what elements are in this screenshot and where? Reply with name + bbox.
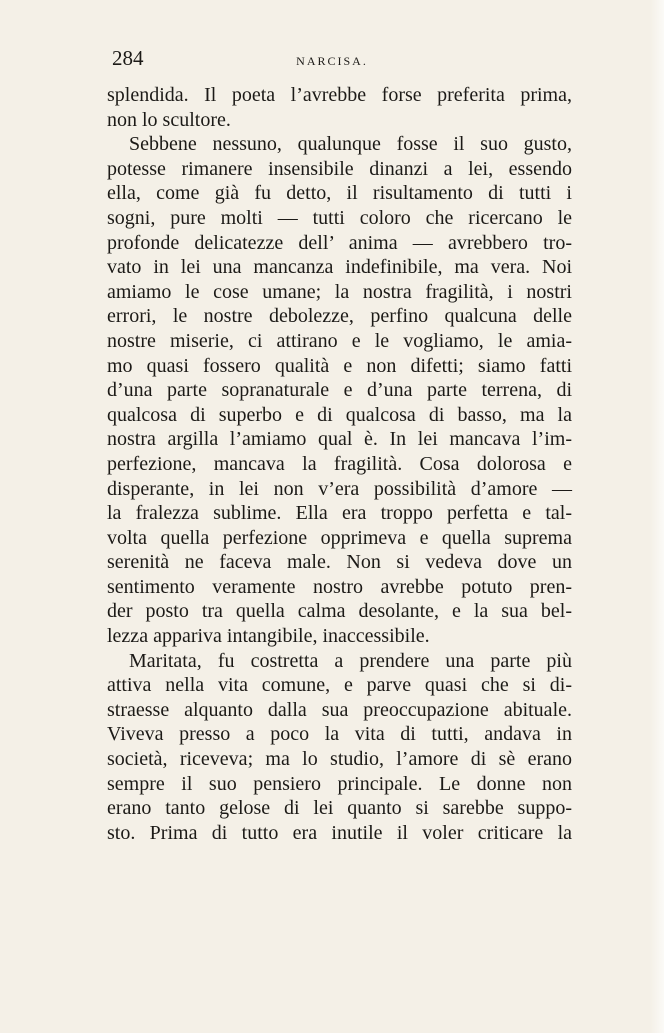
text-line: nostra argilla l’amiamo qual è. In lei mancava l’im- <box>107 428 572 451</box>
page-number: 284 <box>112 46 144 70</box>
text-line: disperante, in lei non v’era possibilità d’amore — <box>107 477 572 500</box>
text-line: attiva nella vita comune, e parve quasi che si di- <box>107 674 572 697</box>
text-line: nostre miserie, ci attirano e le vogliamo, le amia- <box>107 329 572 352</box>
text-line: sentimento veramente nostro avrebbe potuto pren- <box>107 575 572 598</box>
text-line: mo quasi fossero qualità e non difetti; siamo fatti <box>107 354 572 377</box>
text-line: società, riceveva; ma lo studio, l’amore di sè erano <box>107 748 572 771</box>
text-line: vato in lei una mancanza indefinibile, ma vera. Noi <box>107 256 572 279</box>
text-line: volta quella perfezione opprimeva e quella suprema <box>107 526 572 549</box>
text-line: Viveva presso a poco la vita di tutti, andava in <box>107 723 572 746</box>
text-line: erano tanto gelose di lei quanto si sarebbe suppo- <box>107 797 572 820</box>
text-line: splendida. Il poeta l’avrebbe forse preferita prima, <box>107 84 572 106</box>
text-line: ella, come già fu detto, il risultamento di tutti i <box>107 182 572 205</box>
page-edge <box>650 0 664 1033</box>
text-line: lezza appariva intangibile, inaccessibile. <box>107 625 430 648</box>
text-line: non lo scultore. <box>107 108 231 131</box>
text-line: der posto tra quella calma desolante, e la sua bel- <box>107 600 572 623</box>
text-line: serenità ne faceva male. Non si vedeva dove un <box>107 551 572 574</box>
text-line: errori, le nostre debolezze, perfino qualcuna delle <box>107 305 572 328</box>
text-line: la fralezza sublime. Ella era troppo perfetta e tal- <box>107 502 572 525</box>
running-title: NARCISA. <box>296 54 368 68</box>
text-line: d’una parte sopranaturale e d’una parte terrena, di <box>107 379 572 402</box>
text-line: qualcosa di superbo e di qualcosa di basso, ma la <box>107 403 572 426</box>
text-line: Maritata, fu costretta a prendere una parte più <box>129 649 572 672</box>
text-line: profonde delicatezze dell’ anima — avrebbero tro- <box>107 231 572 254</box>
text-line: perfezione, mancava la fragilità. Cosa dolorosa e <box>107 452 572 475</box>
text-line: straesse alquanto dalla sua preoccupazione abituale. <box>107 698 572 721</box>
text-line: potesse rimanere insensibile dinanzi a lei, essendo <box>107 157 572 180</box>
text-line: amiamo le cose umane; la nostra fragilità, i nostri <box>107 280 572 303</box>
body-text <box>107 83 572 845</box>
text-line: sempre il suo pensiero principale. Le donne non <box>107 772 572 795</box>
text-line: sogni, pure molti — tutti coloro che ricercano le <box>107 206 572 229</box>
text-line: sto. Prima di tutto era inutile il voler criticare la <box>107 821 572 844</box>
text-line: Sebbene nessuno, qualunque fosse il suo gusto, <box>129 133 572 156</box>
